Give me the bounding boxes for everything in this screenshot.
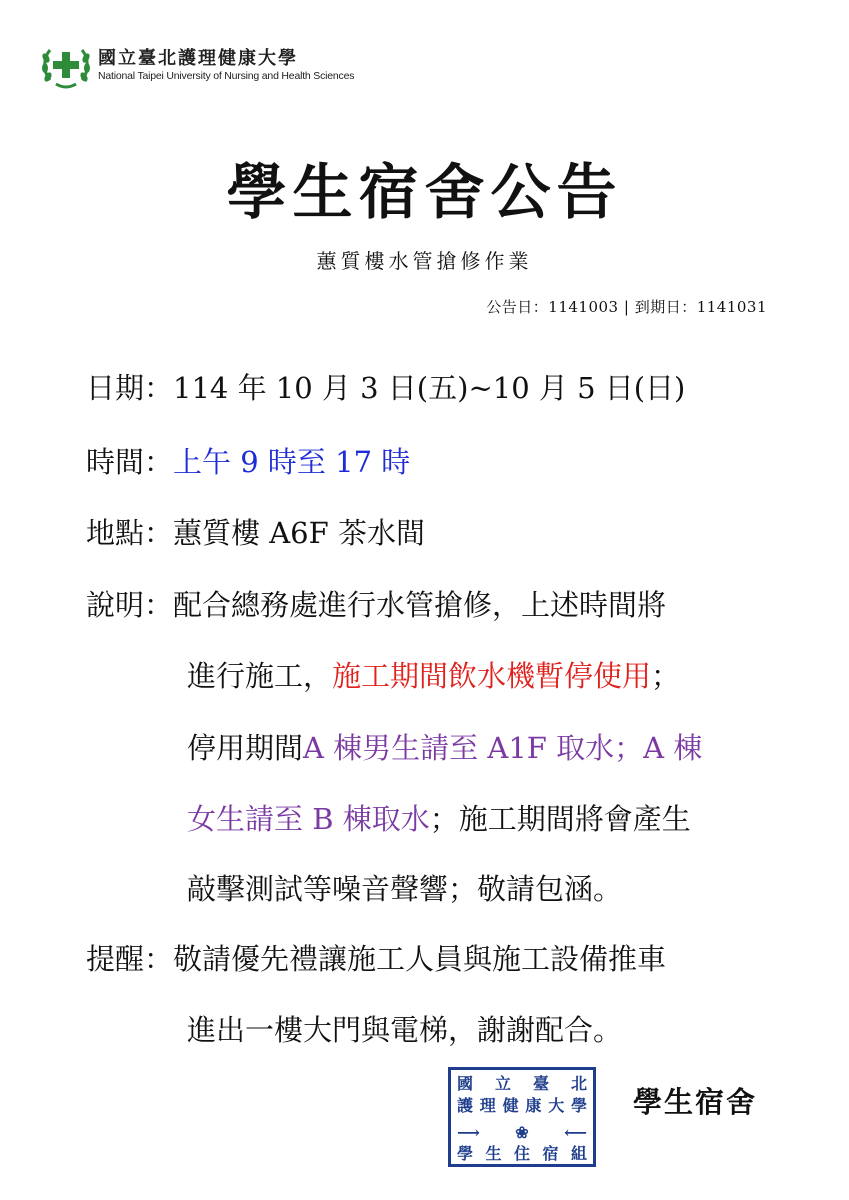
time-label: 時間：	[86, 445, 174, 479]
stamp-char: 護	[457, 1096, 474, 1115]
description-text: 進行施工，	[187, 659, 333, 693]
subtitle: 蕙質樓水管搶修作業	[316, 249, 533, 273]
description-line-1: 配合總務處進行水管搶修，上述時間將	[173, 588, 667, 622]
university-name-cn: 國立臺北護理健康大學	[98, 48, 298, 69]
reminder-line-2: 進出一樓大門與電梯，謝謝配合。	[187, 1013, 623, 1047]
description-text: 停用期間	[187, 731, 304, 765]
reminder-label: 提醒：	[86, 942, 174, 976]
arrow-right-icon: ⟶	[457, 1122, 480, 1142]
warning-text: 施工期間飲水機暫停使用	[332, 659, 652, 693]
description-punct: ；	[651, 659, 681, 693]
university-name-en: National Taipei University of Nursing and Health Sciences	[98, 70, 355, 82]
place-value: 蕙質樓 A6F 茶水間	[173, 516, 425, 550]
stamp-row-2	[457, 1098, 587, 1114]
stamp-char: 臺	[532, 1074, 549, 1093]
official-stamp	[448, 1067, 596, 1167]
stamp-char: 生	[485, 1144, 502, 1163]
stamp-char: 學	[457, 1144, 474, 1163]
stamp-char: 宿	[542, 1144, 559, 1163]
description-line-4	[187, 803, 691, 836]
description-line-5: 敲擊測試等噪音聲響；敬請包涵。	[187, 872, 623, 906]
flower-emblem-icon: ❀	[515, 1122, 529, 1142]
stamp-char: 康	[525, 1096, 542, 1115]
date-row	[86, 372, 685, 405]
stamp-char: 住	[513, 1144, 530, 1163]
stamp-char: 學	[570, 1096, 587, 1115]
description-label: 說明：	[86, 588, 174, 622]
time-value: 上午 9 時至 17 時	[173, 445, 411, 479]
announcement-dates: 公告日：1141003 | 到期日：1141031	[486, 298, 767, 316]
stamp-char: 理	[479, 1096, 496, 1115]
signoff: 學生宿舍	[633, 1085, 758, 1119]
description-line-3	[187, 732, 702, 765]
university-logo	[40, 40, 355, 92]
stamp-char: 立	[494, 1074, 511, 1093]
place-label: 地點：	[86, 516, 174, 550]
highlight-text: A 棟男生請至 A1F 取水；A 棟	[303, 731, 703, 765]
description-text: ；施工期間將會產生	[429, 802, 691, 836]
time-row	[86, 446, 410, 479]
date-label: 日期：	[86, 371, 174, 405]
highlight-text: 女生請至 B 棟取水	[187, 802, 430, 836]
description-line-2	[187, 660, 680, 693]
page-title: 學生宿舍公告	[226, 158, 623, 228]
reminder-row	[86, 943, 666, 976]
stamp-char: 組	[570, 1144, 587, 1163]
stamp-row-1	[457, 1076, 587, 1092]
date-value: 114 年 10 月 3 日(五)~10 月 5 日(日)	[173, 371, 686, 405]
description-row	[86, 589, 666, 622]
stamp-char: 北	[570, 1074, 587, 1093]
stamp-char: 國	[457, 1074, 474, 1093]
green-cross-laurel-icon	[40, 40, 92, 92]
stamp-row-4	[457, 1146, 587, 1162]
stamp-char: 大	[548, 1096, 565, 1115]
place-row	[86, 517, 425, 550]
arrow-left-icon: ⟵	[564, 1122, 587, 1142]
stamp-row-3	[457, 1122, 587, 1142]
stamp-char: 健	[502, 1096, 519, 1115]
reminder-line-1: 敬請優先禮讓施工人員與施工設備推車	[173, 942, 667, 976]
